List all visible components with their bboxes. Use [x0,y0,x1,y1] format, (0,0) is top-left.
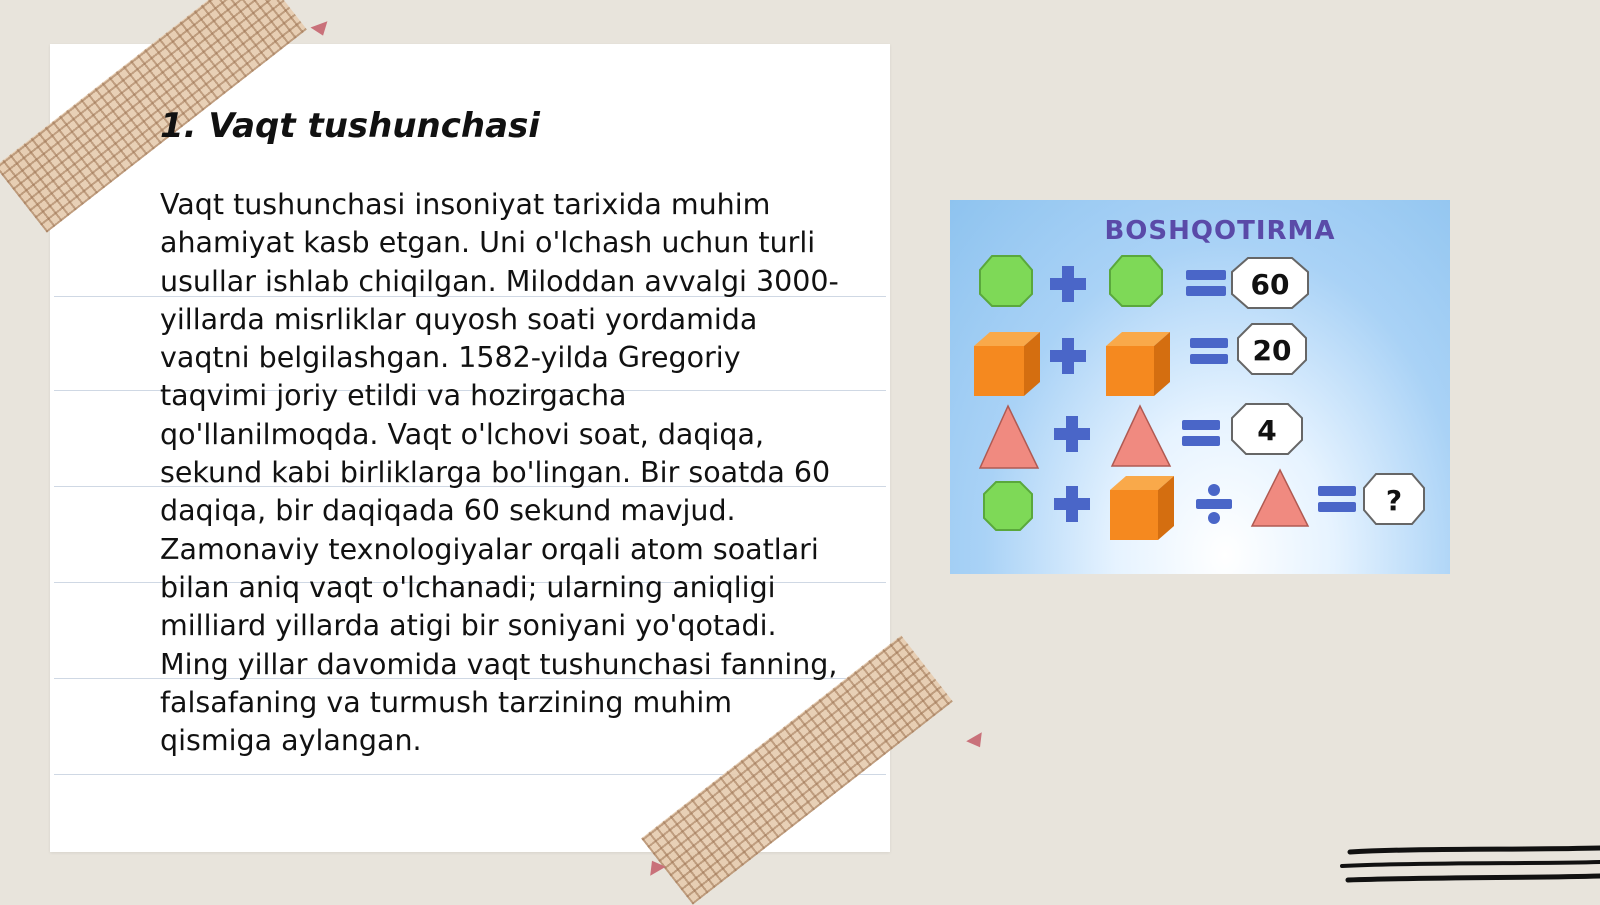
orange-cube-shape [974,332,1040,396]
body-paragraph: Vaqt tushunchasi insoniyat tarixida muhim ahamiyat kasb etgan. Uni o'lchash uchun turli usullar ishlab chiqilgan. Miloddan avvalgi 3000-yillarda misrliklar quyosh soati yordamida vaqtni belgilashgan. 1582-yilda Gregoriy taqvimi joriy etildi va hozirgacha qo'llanilmoqda. Vaqt o'lchovi soat, daqiqa, sekund kabi birliklarga bo'lingan. Bir soatda 60 daqiqa, bir daqiqada 60 sekund mavjud. Zamonaviy texnologiyalar orqali atom soatlari bilan aniq vaqt o'lchanadi; ularning aniqligi milliard yillarda atigi bir soniyani yo'qotadi. Ming yillar davomida vaqt tushunchasi fanning, falsafaning va turmush tarzining muhim qismiga aylangan. [160,188,839,758]
page-title: 1. Vaqt tushunchasi [160,106,540,146]
puzzle-row-4 [984,470,1424,540]
equals-icon [1182,436,1220,446]
triangle-shape [1252,470,1308,526]
green-octagon-shape [984,482,1032,530]
puzzle-title: BOSHQOTIRMA [1104,216,1336,246]
equals-icon [1318,502,1356,512]
equals-icon [1318,486,1356,496]
triangle-shape [1112,406,1170,466]
decorative-strokes [1340,844,1600,894]
answer-value: 20 [1252,334,1292,367]
tape-pin-top [310,21,331,38]
green-octagon-shape [1110,256,1162,306]
triangle-shape [980,406,1038,468]
equals-icon [1182,420,1220,430]
green-octagon-shape [980,256,1032,306]
answer-value: ? [1385,484,1403,517]
equals-icon [1186,286,1226,296]
puzzle-row-3 [980,404,1302,468]
tape-pin-bottom [966,732,988,751]
puzzle-row-2 [974,324,1306,396]
divide-icon [1196,484,1232,524]
plus-icon [1050,338,1086,374]
equals-icon [1190,338,1228,348]
answer-value: 60 [1250,268,1290,301]
orange-cube-shape [1106,332,1170,396]
puzzle-row-1 [980,256,1308,308]
orange-cube-shape [1110,476,1174,540]
plus-icon [1054,486,1090,522]
plus-icon [1054,416,1090,452]
puzzle-graphic [950,200,1450,574]
equals-icon [1186,270,1226,280]
plus-icon [1050,266,1086,302]
answer-value: 4 [1257,414,1277,447]
puzzle-image [950,200,1450,574]
equals-icon [1190,354,1228,364]
